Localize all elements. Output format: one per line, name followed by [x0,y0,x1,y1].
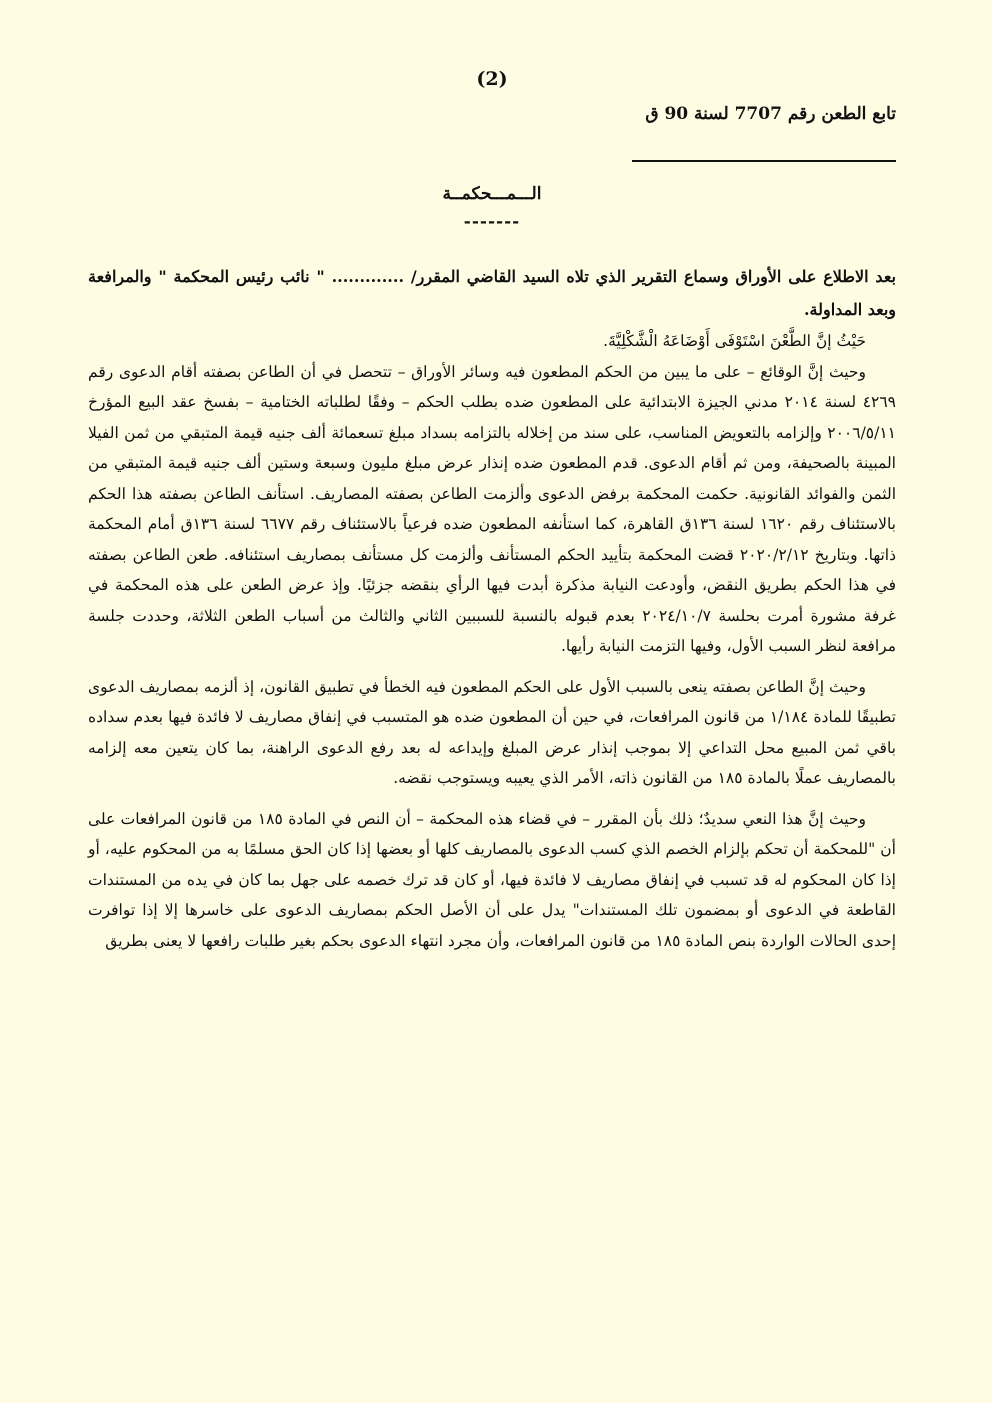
document-page [88,0,896,1403]
court-title: الـــمـــحكمــة [442,184,542,204]
paragraph-facts: وحيث إنَّ الوقائع – على ما يبين من الحكم المطعون فيه وسائر الأوراق – تتحصل في أن الطاعن بصفته أقام الدعوى رقم ٤٢٦٩ لسنة ٢٠١٤ مدني الجيزة الابتدائية على المطعون ضده بطلب الحكم – وفقًا لطلباته الختامية – بفسخ عقد البيع المؤرخ ٢٠٠٦/٥/١١ وإلزامه بالتعويض المناسب، على سند من إخلاله بالتزامه بسداد مبلغ تسعمائة ألف جنيه قيمة المتبقي من ثمن الفيلا المبينة بالصحيفة، ومن ثم أقام الدعوى. قدم المطعون ضده إنذار عرض مبلغ مليون وسبعة وستين ألف جنيه قيمة المتبقي من الثمن والفوائد القانونية. حكمت المحكمة برفض الدعوى وألزمت الطاعن بصفته المصاريف. استأنف الطاعن بصفته هذا الحكم بالاستئناف رقم ١٦٢٠ لسنة ١٣٦ق القاهرة، كما استأنفه المطعون ضده فرعياً بالاستئناف رقم ٦٦٧٧ لسنة ١٣٦ق أمام المحكمة ذاتها. وبتاريخ ٢٠٢٠/٢/١٢ قضت المحكمة بتأييد الحكم المستأنف وألزمت كل مستأنف بمصاريف استئنافه. طعن الطاعن بصفته في هذا الحكم بطريق النقض، وأودعت النيابة مذكرة أبدت فيها الرأي بنقضه جزئيًا. وإذ عرض الطعن على هذه المحكمة في غرفة مشورة أمرت بحلسة ٢٠٢٤/١٠/٧ بعدم قبوله بالنسبة للسببين الثاني والثالث من أسباب الطعن الثلاثة، وحددت جلسة مرافعة لنظر السبب الأول، وفيها التزمت النيابة رأيها. [88,362,896,655]
paragraph-first-ground: وحيث إنَّ الطاعن بصفته ينعى بالسبب الأول على الحكم المطعون فيه الخطأ في تطبيق القانون، إذ ألزمه بمصاريف الدعوى تطبيقًا للمادة ١/١٨٤ من قانون المرافعات، في حين أن المطعون ضده هو المتسبب في إنفاق مصاريف لا فائدة فيها بعدم سداده باقي ثمن المبيع محل التداعي إلا بموجب إنذار عرض المبلغ وإيداعه له بعد رفع الدعوى الراهنة، بما كان يتعين معه إلزامه بالمصاريف عملًا بالمادة ١٨٥ من القانون ذاته، الأمر الذي يعيبه ويستوجب نقضه. [88,677,896,787]
court-title-dashes: ------- [463,212,521,232]
intro-paragraph: بعد الاطلاع على الأوراق وسماع التقرير الذي تلاه السيد القاضي المقرر/ ............. " نائب رئيس المحكمة " والمرافعة وبعد المداولة. [88,267,896,319]
page-number: (2) [476,68,508,90]
paragraph-formalities: حَيْثُ إنَّ الطَّعْنَ اسْتَوْفَى أَوْضَاعَهُ الْشَّكْلِيَّةَ. [603,332,866,350]
body-text [88,260,896,956]
case-header: تابع الطعن رقم 7707 لسنة 90 ق [645,104,896,124]
header-rule [632,160,896,162]
paragraph-court-reasoning: وحيث إنَّ هذا النعي سديدٌ؛ ذلك بأن المقرر – في قضاء هذه المحكمة – أن النص في المادة ١٨٥ من قانون المرافعات على أن "للمحكمة أن تحكم بإلزام الخصم الذي كسب الدعوى بالمصاريف كلها أو بعضها إذا كان الحق مسلمًا به من المحكوم عليه، أو إذا كان المحكوم له قد تسبب في إنفاق مصاريف لا فائدة فيها، أو كان قد ترك خصمه على جهل بما كان في يده من المستندات القاطعة في الدعوى أو بمضمون تلك المستندات" يدل على أن الأصل الحكم بمصاريف الدعوى على خاسرها إلا إذا توافرت إحدى الحالات الواردة بنص المادة ١٨٥ من قانون المرافعات، وأن مجرد انتهاء الدعوى بحكم بغير طلبات رافعها لا يعنى بطريق [88,809,896,950]
